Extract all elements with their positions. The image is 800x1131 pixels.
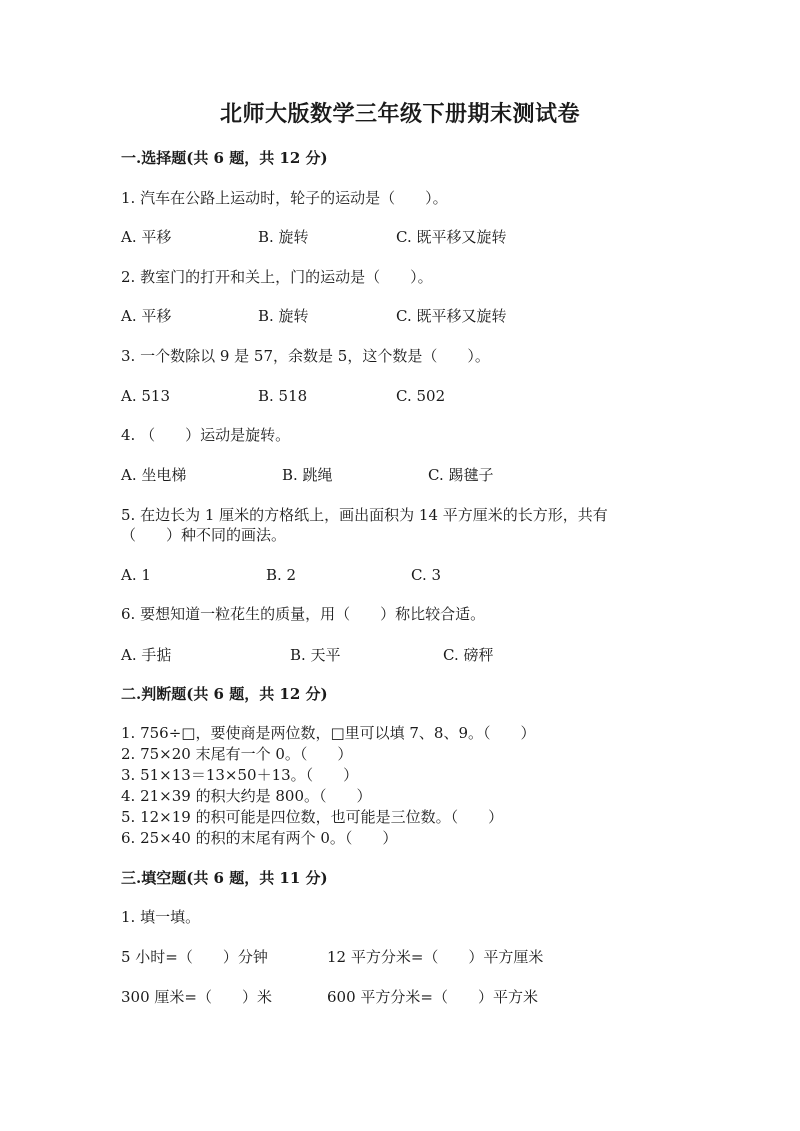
- page-title: 北师大版数学三年级下册期末测试卷: [219, 101, 580, 127]
- option-c: C. 踢毽子: [428, 466, 494, 484]
- question-stem: 3. 一个数除以 9 是 57，余数是 5，这个数是（ ）。: [121, 347, 490, 365]
- option-a: A. 手掂: [121, 646, 172, 664]
- option-a: A. 平移: [121, 307, 172, 325]
- question-stem: 1. 填一填。: [121, 908, 201, 926]
- option-b: B. 2: [266, 566, 297, 584]
- option-a: A. 平移: [121, 228, 172, 246]
- section-heading-fill-blank: 三.填空题(共 6 题，共 11 分): [121, 869, 328, 887]
- option-c: C. 磅秤: [443, 646, 494, 664]
- option-a: A. 坐电梯: [121, 466, 187, 484]
- judgment-item: 1. 756÷□，要使商是两位数，□里可以填 7、8、9。（ ）: [121, 724, 536, 742]
- question-stem: 5. 在边长为 1 厘米的方格纸上，画出面积为 14 平方厘米的长方形，共有: [121, 506, 608, 524]
- fill-blank-item: 5 小时=（ ）分钟: [121, 948, 268, 966]
- question-stem: 6. 要想知道一粒花生的质量，用（ ）称比较合适。: [121, 605, 486, 623]
- option-c: C. 3: [411, 566, 442, 584]
- option-c: C. 既平移又旋转: [396, 307, 507, 325]
- fill-blank-item: 12 平方分米=（ ）平方厘米: [327, 948, 544, 966]
- fill-blank-item: 300 厘米=（ ）米: [121, 988, 272, 1006]
- option-b: B. 天平: [290, 646, 341, 664]
- option-a: A. 513: [121, 387, 170, 405]
- option-b: B. 旋转: [258, 307, 309, 325]
- judgment-item: 4. 21×39 的积大约是 800。（ ）: [121, 787, 372, 805]
- option-b: B. 跳绳: [282, 466, 333, 484]
- option-b: B. 旋转: [258, 228, 309, 246]
- option-c: C. 502: [396, 387, 446, 405]
- option-c: C. 既平移又旋转: [396, 228, 507, 246]
- fill-blank-item: 600 平方分米=（ ）平方米: [327, 988, 538, 1006]
- question-stem: 1. 汽车在公路上运动时，轮子的运动是（ ）。: [121, 189, 448, 207]
- judgment-item: 6. 25×40 的积的末尾有两个 0。（ ）: [121, 829, 398, 847]
- question-stem-continued: （ ）种不同的画法。: [121, 526, 287, 544]
- section-heading-judgment: 二.判断题(共 6 题，共 12 分): [121, 685, 328, 703]
- judgment-item: 5. 12×19 的积可能是四位数，也可能是三位数。（ ）: [121, 808, 504, 826]
- section-heading-choice: 一.选择题(共 6 题，共 12 分): [121, 149, 328, 167]
- option-b: B. 518: [258, 387, 308, 405]
- judgment-item: 2. 75×20 末尾有一个 0。（ ）: [121, 745, 353, 763]
- question-stem: 4. （ ）运动是旋转。: [121, 426, 291, 444]
- question-stem: 2. 教室门的打开和关上，门的运动是（ ）。: [121, 268, 433, 286]
- option-a: A. 1: [121, 566, 151, 584]
- judgment-item: 3. 51×13＝13×50＋13。（ ）: [121, 766, 359, 784]
